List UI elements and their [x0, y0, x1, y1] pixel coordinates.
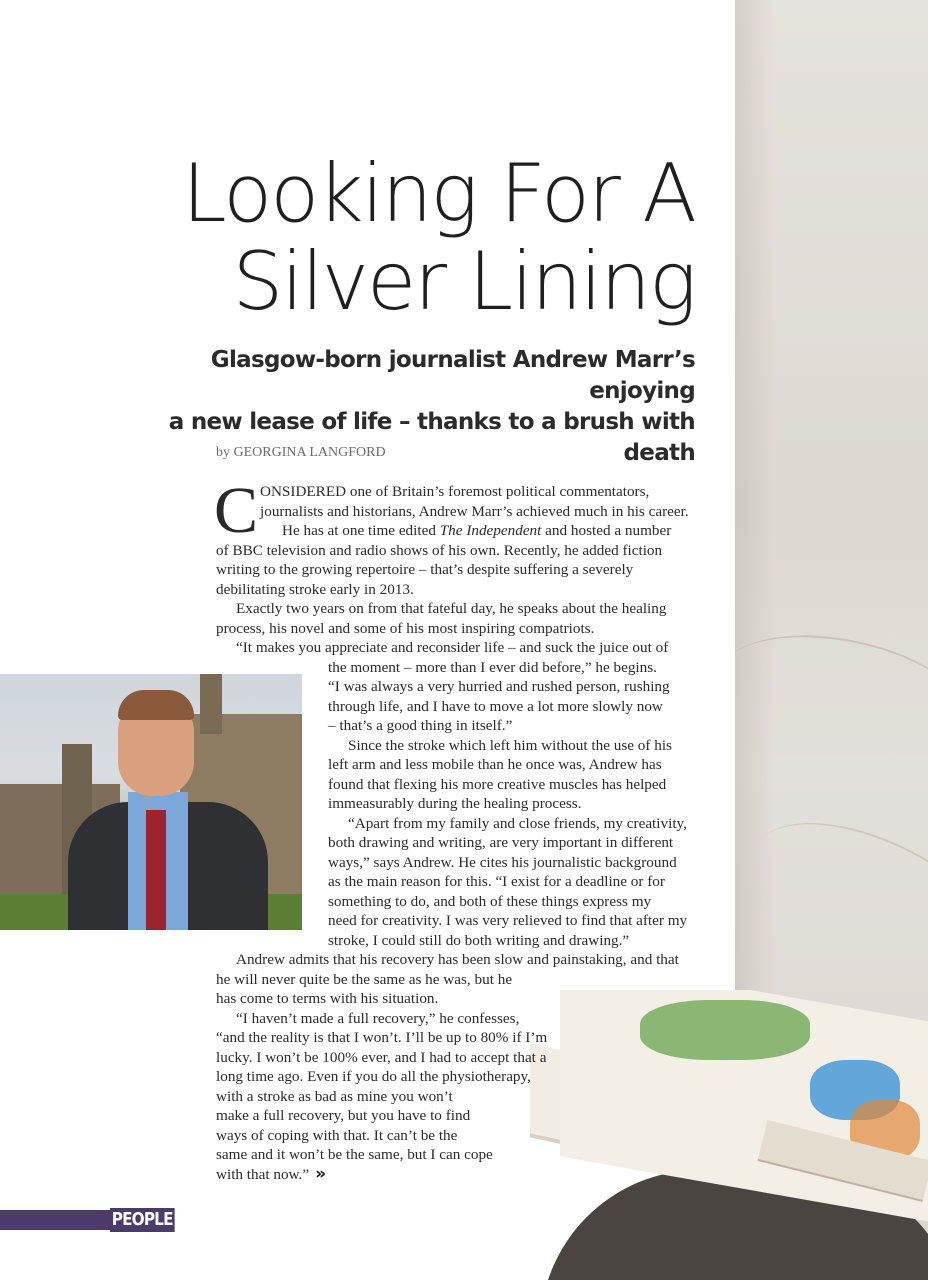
continue-arrow-icon: »	[315, 1163, 327, 1184]
body-line: Andrew admits that his recovery has been slow and painstaking, and that	[236, 951, 679, 968]
body-line: “It makes you appreciate and reconsider life – and suck the juice out of	[236, 639, 669, 656]
body-line: stroke, I could still do both writing and drawing.”	[328, 931, 630, 949]
publication-name: The Independent	[439, 522, 542, 539]
body-line: left arm and less mobile than he once was, Andrew has	[328, 756, 662, 773]
body-line: make a full recovery, but you have to find	[216, 1107, 471, 1124]
body-line: Since the stroke which left him without the use of his	[348, 736, 672, 754]
body-line: the moment – more than I ever did before,” he begins.	[328, 658, 657, 676]
body-line: writing to the growing repertoire – that’s despite suffering a severely	[216, 561, 634, 578]
body-line: need for creativity. I was very relieved to find that after my	[328, 912, 688, 929]
headline	[135, 147, 695, 328]
body-line: – that’s a good thing in itself.”	[328, 717, 513, 734]
body-line: “Apart from my family and close friends, my creativity,	[348, 814, 687, 832]
body-line: “I was always a very hurried and rushed person, rushing	[328, 678, 670, 695]
body-line: long time ago. Even if you do all the physiotherapy,	[216, 1068, 531, 1085]
body-line: ways,” says Andrew. He cites his journalistic background	[328, 853, 677, 871]
body-line: ONSIDERED one of Britain’s foremost political commentators,	[260, 483, 650, 500]
body-line: “and the reality is that I won’t. I’ll be up to 80% if I’m	[216, 1029, 548, 1046]
body-line: Exactly two years on from that fateful day, he speaks about the healing	[236, 600, 667, 617]
body-line: something to do, and both of these things express my	[328, 892, 652, 910]
body-line: immeasurably during the healing process.	[328, 795, 582, 812]
body-line: found that flexing his more creative muscles has helped	[328, 775, 667, 793]
body-line: with a stroke as bad as mine you won’t	[216, 1087, 453, 1105]
body-line: debilitating stroke early in 2013.	[216, 580, 414, 598]
body-line: through life, and I have to move a lot more slowly now	[328, 697, 663, 715]
body-line: he will never quite be the same as he was, but he	[216, 970, 513, 988]
drop-cap: C	[214, 474, 259, 547]
body-line: with that now.” »	[216, 1163, 327, 1184]
standfirst-line-2: a new lease of life – thanks to a brush with death	[168, 409, 695, 466]
body-line: journalists and historians, Andrew Marr’s achieved much in his career.	[260, 502, 689, 520]
body-line: lucky. I won’t be 100% ever, and I had to accept that a	[216, 1048, 547, 1066]
body-line: as the main reason for this. “I exist for a deadline or for	[328, 873, 665, 890]
body-line: same and it won’t be the same, but I can cope	[216, 1146, 493, 1163]
body-line: both drawing and writing, are very important in different	[328, 834, 674, 851]
body-line: of BBC television and radio shows of his own. Recently, he added fiction	[216, 541, 663, 559]
article-body	[214, 474, 696, 1184]
byline: by GEORGINA LANGFORD	[216, 445, 386, 460]
body-line: ways of coping with that. It can’t be the	[216, 1126, 458, 1144]
headline-line-2: Silver Lining	[232, 235, 695, 328]
body-line: He has at one time edited The Independent and hosted a number	[282, 522, 672, 539]
standfirst-line-1: Glasgow-born journalist Andrew Marr’s enjoying	[210, 347, 695, 404]
body-line: has come to terms with his situation.	[216, 990, 439, 1007]
section-label: PEOPLE	[111, 1209, 173, 1230]
body-line: “I haven’t made a full recovery,” he confesses,	[236, 1009, 520, 1027]
body-line: process, his novel and some of his most inspiring compatriots.	[216, 619, 595, 637]
headline-line-1: Looking For A	[182, 147, 695, 240]
section-bar	[0, 1210, 110, 1230]
